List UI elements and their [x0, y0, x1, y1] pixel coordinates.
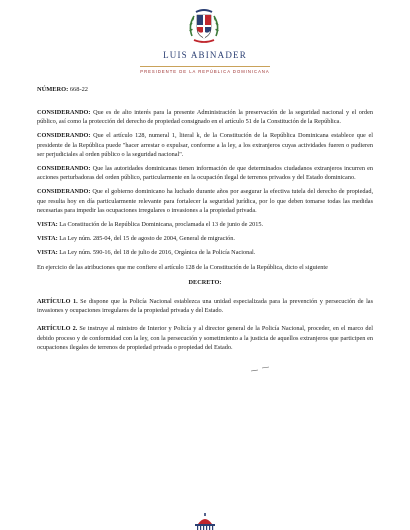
pen-mark — [250, 366, 270, 372]
considerando-lead: CONSIDERANDO: — [37, 188, 91, 196]
issuer-name: LUIS ABINADER — [163, 50, 247, 60]
number-label: NÚMERO: — [37, 86, 69, 93]
vista-text: La Constitución de la República Dominicana, proclamada el 13 de junio de 2015. — [59, 221, 264, 229]
vista-3 — [37, 248, 373, 257]
issuer-title: PRESIDENTE DE LA REPÚBLICA DOMINICANA — [140, 69, 270, 74]
vista-lead: VISTA: — [37, 249, 58, 257]
vista-lead: VISTA: — [37, 221, 58, 229]
national-palace-icon — [190, 510, 220, 530]
vista-text: La Ley núm. 590-16, del 18 de julio de 2016, Orgánica de la Policía Nacional. — [59, 249, 256, 257]
article-2 — [37, 324, 373, 352]
article-text: Se instruye al ministro de Interior y Policía y al director general de la Policía Nacional, proceder, en el marco del debido proceso y de conformidad con la ley, con la persecución y sometimiento a la justicia de aquellos extranjeros que participen en ocupaciones ilegales de terrenos de propiedad privada o propiedad del Estado. — [37, 325, 373, 351]
considerando-text: Que las autoridades dominicanas tienen información de que determinados ciudadanos extranjeros incurren en acciones perturbadoras del orden público, particularmente en la ocupación ilegal de terrenos privados y del Estado dominicano. — [37, 165, 374, 182]
vista-text: La Ley núm. 285-04, del 15 de agosto de 2004, General de migración. — [59, 235, 235, 243]
considerando-text: Que el gobierno dominicano ha luchado durante años por asegurar la efectiva tutela del derecho de propiedad, que resulta hoy en día particularmente relevante para fortalecer la seguridad jurídica, por lo que deben tomarse todas las medidas necesarias para impedir las ocupaciones irregulares o invasiones a la propiedad privada. — [37, 188, 374, 214]
considerando-3 — [37, 164, 373, 182]
decree-heading: DECRETO: — [188, 278, 222, 286]
article-1 — [37, 297, 373, 315]
article-lead: ARTÍCULO 2. — [37, 325, 78, 333]
vista-2 — [37, 234, 373, 243]
header-divider — [140, 66, 270, 67]
considerando-2 — [37, 131, 373, 159]
considerando-lead: CONSIDERANDO: — [37, 109, 91, 116]
considerando-lead: CONSIDERANDO: — [37, 165, 91, 173]
article-lead: ARTÍCULO 1. — [37, 298, 78, 306]
vista-lead: VISTA: — [37, 235, 58, 243]
considerando-4 — [37, 187, 373, 215]
considerando-lead: CONSIDERANDO: — [37, 132, 91, 140]
document-body — [37, 108, 373, 361]
considerando-text: Que el artículo 128, numeral 1, literal k, de la Constitución de la República Dominicana establece que el presidente de la República puede "hacer arrestar o expulsar, conforme a la ley, a los extranjeros cuyas actividades fueren o pudieren ser perjudiciales al orden público o la seguridad nacional". — [37, 132, 373, 158]
article-text: Se dispone que la Policía Nacional establezca una unidad especializada para la prevención y persecución de las invasiones y ocupaciones irregulares de la propiedad privada y del Estado. — [37, 298, 374, 315]
enactment-clause: En ejercicio de las atribuciones que me confiere el artículo 128 de la Constitución de la República, dicto el siguiente — [37, 263, 328, 271]
coat-of-arms-icon — [184, 6, 224, 46]
considerando-1 — [37, 108, 373, 126]
vista-1 — [37, 220, 373, 229]
number-value: 668-22 — [69, 86, 88, 93]
decree-number — [37, 86, 88, 93]
considerando-text: Que es de alto interés para la presente Administración la preservación de la seguridad nacional y el orden público, así como la protección del derecho de propiedad consignado en el artículo 51 de la Constitución de la República. — [37, 109, 374, 126]
